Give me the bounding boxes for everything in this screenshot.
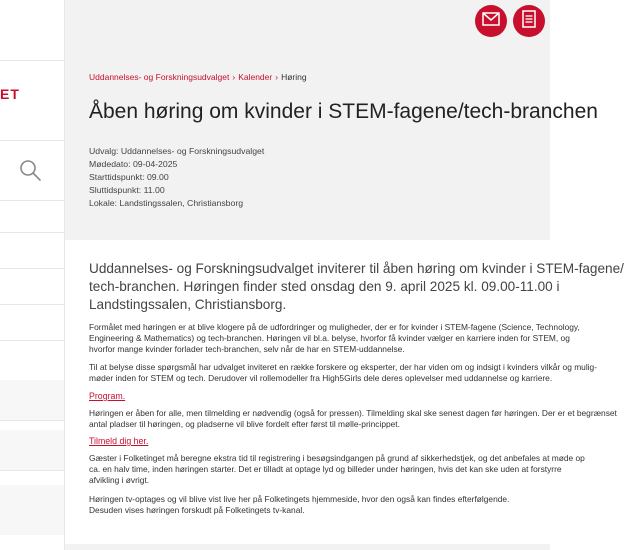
paragraph-experts <box>89 362 597 384</box>
main-content <box>65 240 624 550</box>
paragraph-line: ca. en halv time, inden høringen starter. Det er tilladt at optage lyd og billeder under høringen, hvis det kan ske uden at forstyrre <box>89 464 562 474</box>
site-logo[interactable]: ET <box>0 86 20 102</box>
meta-end-time: Sluttidspunkt: 11.00 <box>89 185 165 195</box>
sidebar-divider <box>0 140 64 141</box>
program-link[interactable]: Program. <box>89 391 126 401</box>
lead-line: tech-branchen. Høringen finder sted onsdag den 9. april 2025 kl. 09.00-11.00 i <box>89 279 560 294</box>
sidebar-divider <box>0 340 64 341</box>
paragraph-line: Til at belyse disse spørgsmål har udvalget inviteret en række forskere og eksperter, der har viden om og indsigt i kvinders vilkår og mulig- <box>89 362 597 372</box>
breadcrumb-separator: › <box>232 72 236 82</box>
sidebar-item[interactable] <box>0 485 64 535</box>
paragraph-line: hvorfor mange kvinder forlader tech-branchen, selv når de har en STEM-uddannelse. <box>89 344 405 354</box>
lead-paragraph <box>89 260 624 314</box>
page-header <box>65 0 598 240</box>
paragraph-registration <box>89 408 617 430</box>
paragraph-broadcast <box>89 494 509 516</box>
sidebar-divider <box>0 200 64 201</box>
document-icon <box>522 10 536 33</box>
lead-line: Landstingssalen, Christiansborg. <box>89 297 287 312</box>
paragraph-line: afvikling i øvrigt. <box>89 475 150 485</box>
breadcrumb-link-calendar[interactable]: Kalender <box>238 72 273 82</box>
paragraph-line: møder inden for STEM og tech. Derudover vil rollemodeller fra High5Girls dele deres oplevelser med uddannelse og karriere. <box>89 373 553 383</box>
document-button[interactable] <box>513 5 545 37</box>
paragraph-purpose <box>89 322 580 355</box>
paragraph-guests <box>89 453 585 486</box>
sidebar-item[interactable] <box>0 380 64 420</box>
footer-strip <box>65 544 550 550</box>
page-title: Åben høring om kvinder i STEM-fagene/tech-branchen <box>89 100 598 123</box>
sidebar-divider <box>0 268 64 269</box>
sidebar-divider <box>0 470 64 471</box>
paragraph-line: Formålet med høringen er at blive klogere på de udfordringer og muligheder, der er for kvinder i STEM-fagene (Science, Technology, <box>89 322 580 332</box>
sidebar-divider <box>0 420 64 421</box>
email-button[interactable] <box>475 5 507 37</box>
breadcrumb-separator: › <box>275 72 279 82</box>
sidebar-divider <box>0 60 64 61</box>
paragraph-line: Høringen tv-optages og vil blive vist live her på Folketingets hjemmeside, hvor den også kan findes efterfølgende. <box>89 494 510 504</box>
envelope-icon <box>482 12 500 31</box>
breadcrumb-current: Høring <box>281 72 307 82</box>
signup-link[interactable]: Tilmeld dig her. <box>89 436 149 446</box>
meta-committee: Udvalg: Uddannelses- og Forskningsudvalget <box>89 146 265 156</box>
sidebar <box>0 0 65 550</box>
breadcrumb-link-committee[interactable]: Uddannelses- og Forskningsudvalget <box>89 72 230 82</box>
paragraph-line: antal pladser til høringen, og pladserne vil blive fordelt efter først til mølle-princippet. <box>89 419 400 429</box>
meeting-details <box>89 145 264 210</box>
sidebar-divider <box>0 232 64 233</box>
paragraph-line: Høringen er åben for alle, men tilmelding er nødvendig (også for pressen). Tilmelding skal ske senest dagen før høringen. Der er et begrænset <box>89 408 617 418</box>
sidebar-divider <box>0 304 64 305</box>
paragraph-line: Engineering & Mathematics) og tech-branchen. Høringen vil bl.a. belyse, hvorfor få kvinder vælger en karriere inden for STEM, og <box>89 333 570 343</box>
breadcrumb <box>89 72 307 82</box>
meta-date: Mødedato: 09-04-2025 <box>89 159 178 169</box>
paragraph-line: Gæster i Folketinget må beregne ekstra tid til registrering i besøgsindgangen på grund af sikkerhedstjek, og det anbefales at møde op <box>89 453 585 463</box>
lead-line: Uddannelses- og Forskningsudvalget inviterer til åben høring om kvinder i STEM-fagene/ <box>89 261 624 276</box>
sidebar-item[interactable] <box>0 430 64 470</box>
meta-location: Lokale: Landstingssalen, Christiansborg <box>89 198 244 208</box>
paragraph-line: Desuden vises høringen forskudt på Folketingets tv-kanal. <box>89 505 305 515</box>
search-icon[interactable] <box>18 158 44 184</box>
meta-start-time: Starttidspunkt: 09.00 <box>89 172 169 182</box>
